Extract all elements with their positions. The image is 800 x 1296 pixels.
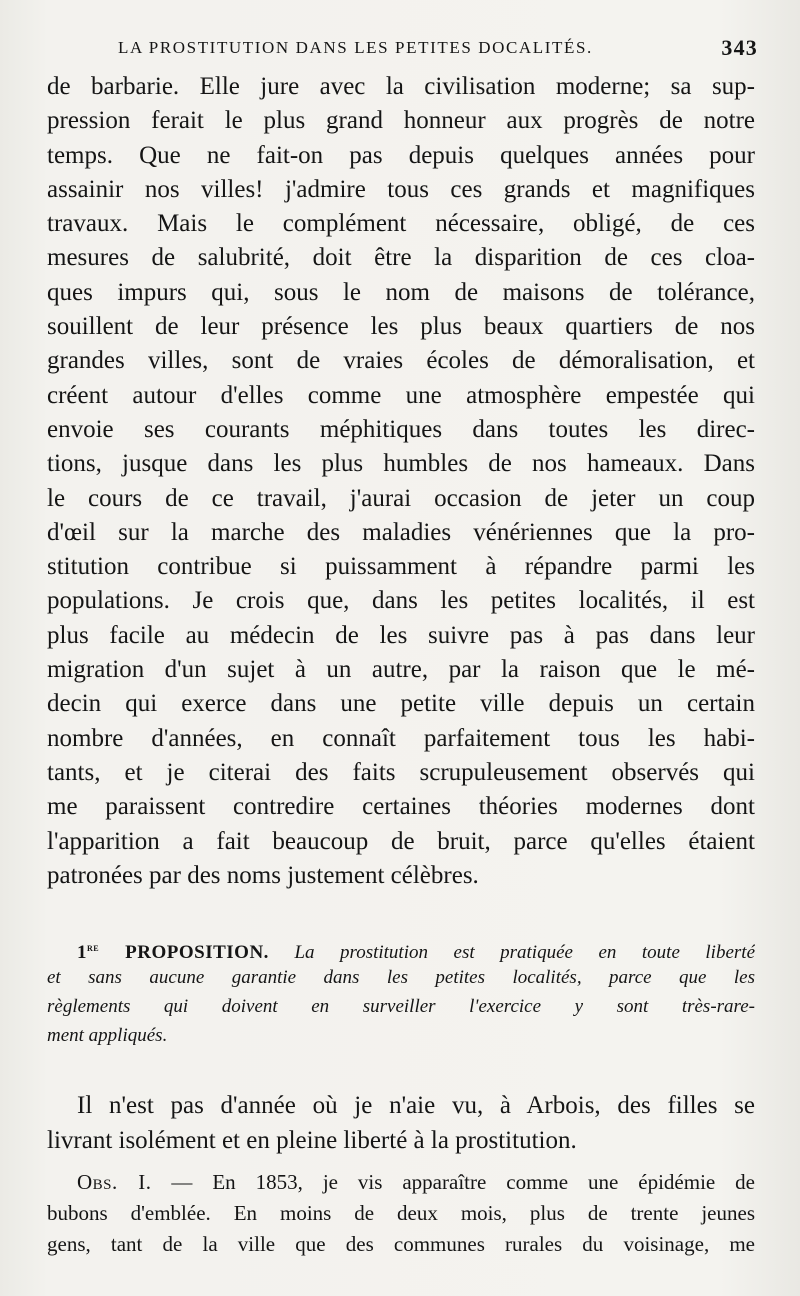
observation-line: gens, tant de la ville que des communes rurales du voisinage, me: [47, 1232, 755, 1256]
running-title: LA PROSTITUTION DANS LES PETITES DOCALITÉS.: [118, 38, 593, 57]
text-line: plus facile au médecin de les suivre pas à pas dans leur: [47, 621, 755, 649]
main-paragraph: [47, 70, 755, 893]
text-line: d'œil sur la marche des maladies vénériennes que la pro-: [47, 518, 755, 546]
text-line: populations. Je crois que, dans les petites localités, il est: [47, 587, 755, 615]
text-line: tions, jusque dans les plus humbles de nos hameaux. Dans: [47, 450, 755, 478]
running-head: [118, 35, 758, 68]
observation-block: [47, 1167, 755, 1260]
text-line: Il n'est pas d'année où je n'aie vu, à Arbois, des filles se: [77, 1092, 755, 1119]
text-line: créent autour d'elles comme une atmosphère empestée qui: [47, 381, 755, 409]
proposition-block: [47, 934, 755, 1050]
text-line: le cours de ce travail, j'aurai occasion de jeter un coup: [47, 484, 755, 512]
text-line: envoie ses courants méphitiques dans toutes les direc-: [47, 415, 755, 443]
text-line: mesures de salubrité, doit être la disparition de ces cloa-: [47, 244, 755, 272]
text-line: patronées par des noms justement célèbres.: [47, 861, 479, 889]
text-line: assainir nos villes! j'admire tous ces grands et magnifiques: [47, 175, 755, 203]
observation-text: — En 1853, je vis apparaître comme une épidémie de: [171, 1170, 755, 1194]
observation-label: Obs. I.: [77, 1170, 152, 1194]
observation-line: [47, 1167, 755, 1198]
proposition-superscript: re: [87, 942, 100, 954]
text-line: me paraissent contredire certaines théories modernes dont: [47, 793, 755, 821]
proposition-line: ment appliqués.: [47, 1025, 168, 1046]
text-line: temps. Que ne fait-on pas depuis quelques années pour: [47, 141, 755, 169]
proposition-word: PROPOSITION.: [125, 942, 269, 963]
text-line: travaux. Mais le complément nécessaire, obligé, de ces: [47, 210, 755, 238]
text-line: livrant isolément et en pleine liberté à la prostitution.: [47, 1127, 577, 1154]
proposition-label: [47, 942, 269, 963]
observation-line: bubons d'emblée. En moins de deux mois, plus de trente jeunes: [47, 1201, 755, 1225]
page-number: 343: [721, 35, 758, 60]
text-line: souillent de leur présence les plus beaux quartiers de nos: [47, 313, 755, 341]
text-line: ques impurs qui, sous le nom de maisons de tolérance,: [47, 278, 755, 306]
text-line: decin qui exerce dans une petite ville depuis un certain: [47, 690, 755, 718]
text-line: l'apparition a fait beaucoup de bruit, parce qu'elles étaient: [47, 827, 755, 855]
text-line: migration d'un sujet à un autre, par la raison que le mé-: [47, 656, 755, 684]
paragraph-arbois: [47, 1088, 755, 1158]
proposition-line: et sans aucune garantie dans les petites localités, parce que les: [47, 967, 755, 988]
proposition-number: 1: [77, 942, 87, 963]
proposition-line: [47, 934, 755, 963]
text-line: stitution contribue si puissamment à répandre parmi les: [47, 553, 755, 581]
text-line: de barbarie. Elle jure avec la civilisation moderne; sa sup-: [47, 73, 755, 100]
text-line: pression ferait le plus grand honneur aux progrès de notre: [47, 107, 755, 135]
proposition-statement: La prostitution est pratiquée en toute liberté: [294, 942, 755, 963]
proposition-line: règlements qui doivent en surveiller l'exercice y sont très-rare-: [47, 996, 755, 1017]
text-line: grandes villes, sont de vraies écoles de démoralisation, et: [47, 347, 755, 375]
text-line: nombre d'années, en connaît parfaitement tous les habi-: [47, 724, 755, 752]
text-line: tants, et je citerai des faits scrupuleusement observés qui: [47, 758, 755, 786]
